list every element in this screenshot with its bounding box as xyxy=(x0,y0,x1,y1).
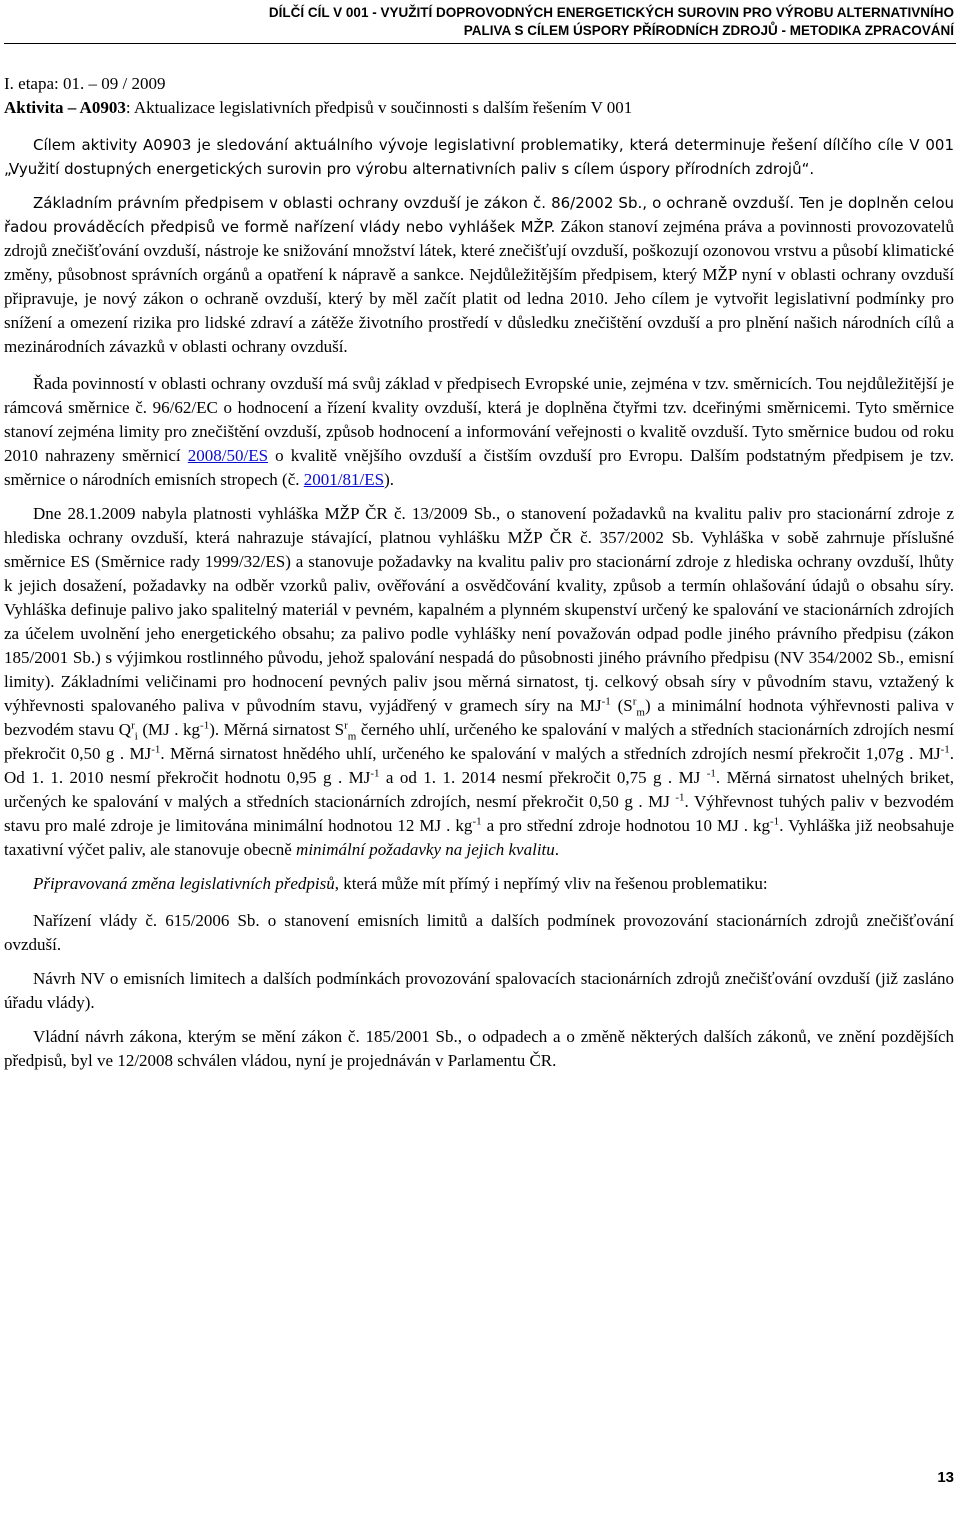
p4-sub: m xyxy=(636,706,645,719)
running-header xyxy=(269,4,954,40)
p4-sup: -1 xyxy=(200,719,210,732)
header-line-1: DÍLČÍ CÍL V 001 - VYUŽITÍ DOPROVODNÝCH ENERGETICKÝCH SUROVIN PRO VÝROBU ALTERNATIVNÍHO xyxy=(268,5,954,20)
p4-sup: -1 xyxy=(706,767,716,780)
p4-sup: -1 xyxy=(675,791,685,804)
p4-sub: i xyxy=(134,730,138,743)
p4-f: černého uhlí, určeného ke spalování v malých a středních stacionárních zdrojích nesmí překročit 0,50 g . MJ xyxy=(4,720,954,763)
p4-sup: r xyxy=(344,719,348,732)
p4-sub: m xyxy=(347,730,357,743)
paragraph-3 xyxy=(4,372,954,492)
paragraph-1: Cílem aktivity A0903 je sledování aktuálního vývoje legislativní problematiky, která determinuje řešení dílčího cíle V 001 „Využití dostupných energetických surovin pro výrobu alternativních paliv s cílem úspory přírodních zdrojů“. xyxy=(4,136,954,178)
paragraph-2 xyxy=(4,191,954,359)
paragraph-5 xyxy=(4,872,954,896)
p4-sup: -1 xyxy=(472,815,482,828)
p4-l: a pro střední zdroje hodnotou 10 MJ . kg xyxy=(481,816,771,835)
p4-c: ) a minimální hodnota výhřevnosti paliva v bezvodém stavu Q xyxy=(4,696,954,739)
document-body xyxy=(4,72,954,1073)
paragraph-5-rest: , která může mít přímý i nepřímý vliv na řešenou problematiku: xyxy=(334,874,768,893)
p4-m: . Vyhláška již neobsahuje taxativní výčet paliv, ale stanovuje obecně xyxy=(4,816,955,859)
p4-sup: r xyxy=(131,719,135,732)
p4-sup: -1 xyxy=(151,743,161,756)
p4-g: . Měrná sirnatost hnědého uhlí, určeného ke spalování v malých a středních zdrojích nesmí překročit 1,07g . MJ xyxy=(160,744,941,763)
etapa-line: I. etapa: 01. – 09 / 2009 xyxy=(4,74,166,93)
aktivita-heading xyxy=(4,96,954,120)
paragraph-8: Vládní návrh zákona, kterým se mění zákon č. 185/2001 Sb., o odpadech a o změně některých dalších zákonů, ve znění pozdějších předpisů, byl ve 12/2008 schválen vládou, nyní je projednáván v Parlamentu ČR. xyxy=(4,1027,954,1070)
paragraph-3-text-c: ). xyxy=(384,470,394,489)
p4-a: Dne 28.1.2009 nabyla platnosti vyhláška MŽP ČR č. 13/2009 Sb., o stanovení požadavků na kvalitu paliv pro stacionární zdroje z hlediska ochrany ovzduší, která nahrazuje stávající, platnou vyhlášku MŽP ČR č. 357/2002 Sb. Vyhláška v sobě zahrnuje příslušné směrnice ES (Směrnice rady 1999/32/ES) a stanovuje požadavky na kvalitu paliv pro stacionární zdroje z hlediska ochrany ovzduší, lhůty k jejich dosažení, požadavky na odběr vzorků paliv, ověřování a osvědčování kvality, způsob a termín ohlašování údajů o obsahu síry. Vyhláška definuje palivo jako spalitelný materiál v pevném, kapalném a plynném skupenství určený ke spalování ve stacionárních zdrojích za účelem uvolnění jeho energetického obsahu; za palivo podle vyhlášky není považován odpad podle jiného právního předpisu (zákon 185/2001 Sb.) s výjimkou rostlinného původu, jehož spalování nespadá do působnosti jiného právního předpisu (NV 354/2002 Sb., emisní limity). Základními veličinami pro hodnocení pevných paliv jsou měrná sirnatost, tj. celkový obsah síry v původním stavu, vztažený k výhřevnosti spalovaného paliva v původním stavu, vyjádřený v gramech síry na MJ xyxy=(4,504,954,715)
p4-sup: -1 xyxy=(601,695,611,708)
p4-o: . xyxy=(554,840,560,859)
header-rule xyxy=(4,43,956,44)
paragraph-3-text-b: o kvalitě vnějšího ovzduší a čistším ovzduší pro Evropu. Dalším podstatným předpisem je tzv. směrnice o národních emisních stropech (č. xyxy=(4,446,954,489)
p4-sup: r xyxy=(632,695,637,708)
aktivita-title: : Aktualizace legislativních předpisů v součinnosti s dalším řešením V 001 xyxy=(125,98,633,117)
p4-j: . Měrná sirnatost uhelných briket, určených ke spalování v malých a středních stacionárních zdrojích, nesmí překročit 0,50 g . MJ xyxy=(4,768,955,811)
paragraph-3-text: Řada povinností v oblasti ochrany ovzduší má svůj základ v předpisech Evropské unie, zejména v tzv. směrnicích. Tou nejdůležitější je rámcová směrnice č. 96/62/EC o hodnocení a řízení kvality ovzduší, která je doplněna čtyřmi tzv. dceřinými směrnicemi. Tyto směrnice stanoví zejména limity pro znečištění ovzduší, způsob hodnocení a informování veřejnosti o kvalitě ovzduší. Tyto směrnice budou od roku 2010 nahrazeny směrnicí xyxy=(4,374,954,465)
p4-d: (MJ . kg xyxy=(137,720,201,739)
p4-h: . Od 1. 1. 2010 nesmí překročit hodnotu 0,95 g . MJ xyxy=(4,744,954,787)
p4-e: ). Měrná sirnatost S xyxy=(209,720,345,739)
p4-i: a od 1. 1. 2014 nesmí překročit 0,75 g . MJ xyxy=(379,768,707,787)
p4-italic: minimální požadavky na jejich kvalitu xyxy=(296,840,555,859)
paragraph-6: Nařízení vlády č. 615/2006 Sb. o stanovení emisních limitů a dalších podmínek provozování stacionárních zdrojů znečišťování ovzduší. xyxy=(4,911,954,954)
p4-sup: -1 xyxy=(370,767,380,780)
header-line-2: PALIVA S CÍLEM ÚSPORY PŘÍRODNÍCH ZDROJŮ - METODIKA ZPRACOVÁNÍ xyxy=(463,23,954,38)
paragraph-2-rest: Zákon stanoví zejména práva a povinnosti provozovatelů zdrojů znečišťování ovzduší, nástroje ke snižování množství látek, které znečišťují ovzduší, poškozují ozonovou vrstvu a působí klimatické změny, působnost správních orgánů a opatření k nápravě a sankce. Nejdůležitějším předpisem, který MŽP nyní v oblasti ochrany ovzduší připravuje, je nový zákon o ochraně ovzduší, který by měl začít platit od ledna 2010. Jeho cílem je vytvořit legislativní podmínky pro snížení a omezení rizika pro lidské zdraví a zátěže životního prostředí v důsledku znečištění ovzduší a pro plnění našich národních cílů a mezinárodních závazků v oblasti ochrany ovzduší. xyxy=(4,217,954,356)
directive-link-2008-50[interactable]: 2008/50/ES xyxy=(187,446,269,465)
directive-link-2001-81[interactable]: 2001/81/ES xyxy=(303,470,385,489)
paragraph-7: Návrh NV o emisních limitech a dalších podmínkách provozování spalovacích stacionárních zdrojů znečišťování ovzduší (již zasláno úřadu vlády). xyxy=(4,969,954,1012)
p4-k: . Výhřevnost tuhých paliv v bezvodém stavu pro malé zdroje je limitována minimální hodnotou 12 MJ . kg xyxy=(4,792,954,835)
p4-b: (S xyxy=(610,696,633,715)
p4-sup: -1 xyxy=(770,815,780,828)
paragraph-5-italic: Připravovaná změna legislativních předpisů xyxy=(33,874,335,893)
p4-sup: -1 xyxy=(940,743,950,756)
paragraph-2-sans: Základním právním předpisem v oblasti ochrany ovzduší je zákon č. 86/2002 Sb., o ochraně ovzduší. Ten je doplněn celou řadou prováděcích předpisů ve formě nařízení vlády nebo vyhlášek MŽP. xyxy=(4,194,954,236)
paragraph-4 xyxy=(4,502,954,862)
aktivita-label: Aktivita – A0903 xyxy=(4,98,126,117)
page-number: 13 xyxy=(937,1469,954,1486)
